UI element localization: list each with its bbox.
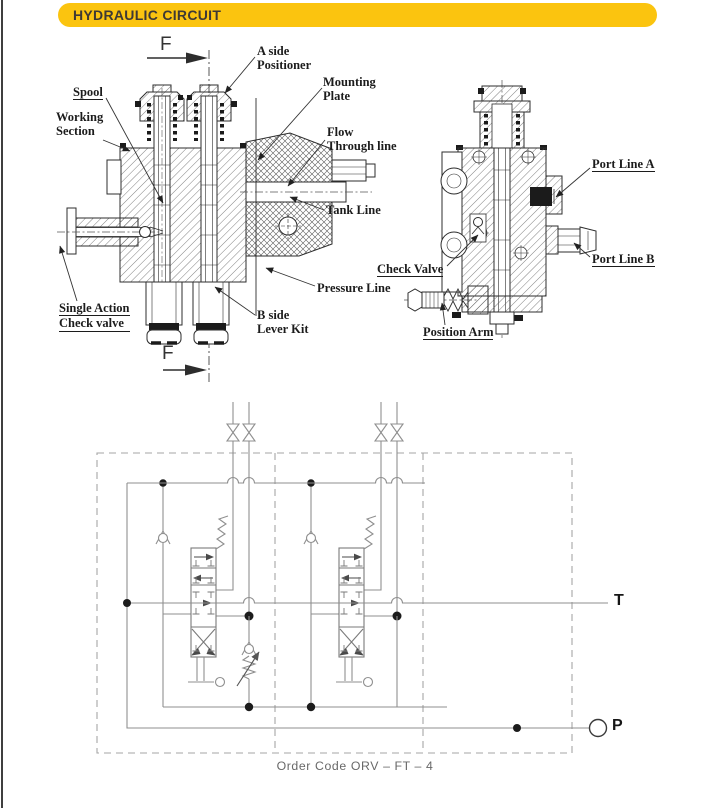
order-code: Order Code ORV – FT – 4 xyxy=(276,759,434,773)
section-marker-f-top: F xyxy=(160,34,172,55)
hydraulic-schematic xyxy=(97,402,608,753)
label-line: Mounting xyxy=(323,75,376,89)
tank-port-label: T xyxy=(614,592,624,609)
label-spool xyxy=(73,85,103,100)
label-line: Working xyxy=(56,110,104,124)
label-line: Position Arm xyxy=(423,325,494,339)
label-mounting-plate xyxy=(323,75,376,104)
label-line: Positioner xyxy=(257,58,312,73)
label-port-line-b xyxy=(592,252,655,267)
label-port-line-a xyxy=(592,157,655,172)
label-line: Lever Kit xyxy=(257,322,309,337)
label-pressure-line xyxy=(317,281,391,295)
label-line: Pressure Line xyxy=(317,281,391,295)
label-a-side-positioner xyxy=(257,44,311,73)
label-flow-through-line xyxy=(327,125,397,154)
label-line: B side xyxy=(257,308,290,322)
page-title: HYDRAULIC CIRCUIT xyxy=(73,7,222,23)
label-line: Flow xyxy=(327,125,354,139)
label-line: Single Action xyxy=(59,301,130,315)
label-line: Check Valve xyxy=(377,262,444,276)
section-marker-f-bottom: F xyxy=(162,343,174,364)
label-line: Plate xyxy=(323,89,351,104)
label-line: Port Line A xyxy=(592,157,655,171)
label-line: Port Line B xyxy=(592,252,655,266)
label-line: Tank Line xyxy=(326,203,381,217)
label-tank-line xyxy=(326,203,381,217)
label-position-arm xyxy=(423,325,493,340)
label-b-side-lever-kit xyxy=(257,308,309,337)
section-title-bar xyxy=(58,3,657,27)
label-line: Section xyxy=(56,124,95,139)
right-drawing xyxy=(404,80,596,338)
label-line: Spool xyxy=(73,85,103,99)
label-working-section xyxy=(56,110,103,139)
label-single-action-check-valve xyxy=(59,301,130,332)
label-check-valve xyxy=(377,262,443,277)
label-line: Through line xyxy=(327,139,397,154)
label-line: Check valve xyxy=(59,316,130,331)
pressure-port-label: P xyxy=(612,717,623,734)
page-left-border xyxy=(1,0,3,808)
label-line: A side xyxy=(257,44,290,58)
